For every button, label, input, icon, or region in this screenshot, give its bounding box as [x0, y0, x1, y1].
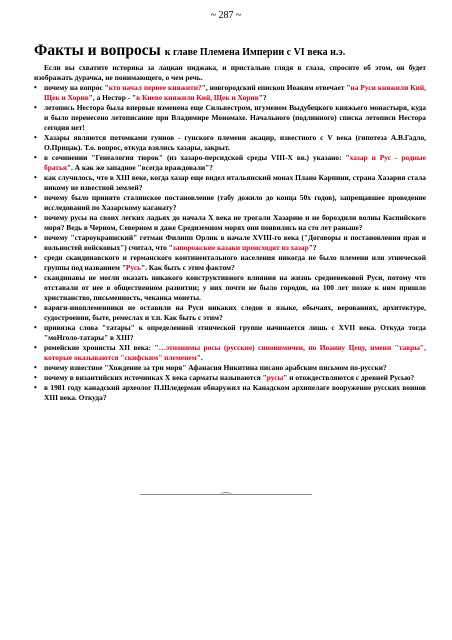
fact-text: " и отождествляются с древней Русью?: [283, 373, 415, 382]
bullet-icon: •: [34, 323, 37, 332]
fact-text: почему было принято сталинское постановление (табу дожило до конца 50х годов), запрещавшее проведение исследований по Хазарскому каганату?: [44, 193, 426, 212]
fact-item: [34, 213, 426, 233]
bullet-icon: •: [34, 363, 37, 372]
bullet-icon: •: [34, 153, 37, 162]
fact-text: ", новгородский епископ Иоаким отвечает ": [201, 83, 351, 92]
fact-item: [34, 173, 426, 193]
fact-text: как случилось, что в XIII веке, когда хазар еще видел итальянский монах Плано Карпини, страна Хазария стала никому не известной землей?: [44, 173, 426, 192]
fact-text: варяги-иноплеменники не оставили на Руси никаких следов в языке, обычаях, верованиях, архитектуре, судостроении, быте, ремеслах и т.п. Как быть с этим?: [44, 303, 426, 322]
quoted-highlight: хазар и Рус - родные братья: [44, 153, 426, 172]
fact-item: [34, 273, 426, 303]
fact-text: летопись Нестора была впервые изменена еще Сильвестром, игуменом Выдубецкого княжьего монастыря, куда и было перенесено летописание при Владимире Мономахе. Начального (подлинного) списка летописи Нестора сегодня нет!: [44, 103, 426, 132]
fact-item: [34, 83, 426, 103]
quoted-highlight: на Руси княжили Кий, Щек и Хорив: [44, 83, 426, 102]
fact-item: [34, 363, 426, 373]
fact-text: почему в византийских источниках X века сарматы называются ": [44, 373, 267, 382]
facts-list: [34, 83, 426, 403]
fact-item: [34, 133, 426, 153]
fact-text: Хазары являются потомками гуннов - гунского племени акацир, известного с V века (гипотеза А.В.Гадло, О.Прицак). Т.о. вопрос, откуда взялись хазары, закрыт.: [44, 133, 426, 152]
fact-item: [34, 323, 426, 343]
fact-item: [34, 193, 426, 213]
fact-item: [34, 153, 426, 173]
fact-text: почему русы на своих легких ладьях до начала X века не трогали Хазарию и не бороздили волны Каспийского моря? Ведь в Черном, Северном и даже Средиземном морях они появились на сто лет раньше?: [44, 213, 426, 232]
quoted-highlight: в Киеве княжили Кий, Щек и Хорив: [136, 93, 259, 102]
bullet-icon: •: [34, 273, 37, 282]
heading-title: Факты и вопросы: [34, 42, 161, 59]
bullet-icon: •: [34, 253, 37, 262]
fact-item: [34, 383, 426, 403]
fact-text: почему "староукраинский" гетман Филипп Орлик в начале XVIII-го века ("Договоры и постановления прав и вольностей войсковых") считал, что ": [44, 233, 426, 252]
bullet-icon: •: [34, 213, 37, 222]
fact-text: "?: [308, 243, 317, 252]
fact-item: [34, 303, 426, 323]
heading-subtitle: к главе Племена Империи с VI века н.э.: [164, 47, 346, 58]
bullet-icon: •: [34, 193, 37, 202]
bullet-icon: •: [34, 343, 37, 352]
intro-paragraph: Если вы схватите историка за лацкан пиджака, и пристально глядя в глаза, спросите об этом, он будет изображать дурачка, не понимающего, о чем речь.: [34, 63, 426, 82]
fact-text: скандинавы не могли оказать никакого конструктивного влияния на жизнь средневековой Руси, потому что отставали от нее в общественном развитии; у них почти не было городов, на 100 лет позже к ним пришло христианство, письменность, чеканка монеты.: [44, 273, 426, 302]
fact-text: ". Как быть с этим фактом?: [141, 263, 235, 272]
fact-item: [34, 103, 426, 133]
bullet-icon: •: [34, 303, 37, 312]
fact-item: [34, 373, 426, 383]
section-heading: [34, 42, 434, 60]
fact-text: в сочинении "Генеалогия тюрок" (из хазаро-персидской среды VIII-X вв.) указано: ": [44, 153, 350, 162]
ornamental-divider: [140, 494, 312, 495]
fact-text: почему на вопрос ": [44, 83, 109, 92]
fact-text: среди скандинавского и германского континентального населения никогда не было племени или этнической группы под названием ": [44, 253, 426, 272]
fact-text: в 1981 году канадский археолог П.Шледерман обнаружил на Канадском архипелаге вооружение русских воинов XIII века. Откуда?: [44, 383, 426, 402]
bullet-icon: •: [34, 373, 37, 382]
fact-text: ". А как же западное "всегда враждовали"?: [66, 163, 213, 172]
quoted-highlight: русы: [266, 373, 284, 382]
fact-text: ".: [196, 353, 203, 362]
bullet-icon: •: [34, 83, 37, 92]
document-body: [34, 63, 426, 403]
bullet-icon: •: [34, 383, 37, 392]
bullet-icon: •: [34, 103, 37, 112]
fact-item: [34, 253, 426, 273]
fact-text: привязка слова "татары" к определенной этнической группе начинается лишь с XVII века. Откуда тогда "моНголо-татары" в XIII?: [44, 323, 426, 342]
page-number: ~ 287 ~: [210, 10, 242, 21]
quoted-highlight: Русь: [125, 263, 142, 272]
quoted-highlight: запорожские казаки происходят из хазар: [172, 243, 309, 252]
fact-text: ", а Нестор - ": [88, 93, 137, 102]
bullet-icon: •: [34, 133, 37, 142]
fact-text: "?: [258, 93, 267, 102]
fact-item: [34, 343, 426, 363]
fact-text: ромейские хронисты XII века: ": [44, 343, 159, 352]
bullet-icon: •: [34, 233, 37, 242]
fact-text: почему известное "Хождение за три моря" Афанасия Никитина писано арабским письмом по-русски?: [44, 363, 387, 372]
bullet-icon: •: [34, 173, 37, 182]
quoted-highlight: кто начал первее княжити?: [108, 83, 202, 92]
quoted-highlight: …этнонимы росы (русские) синонимичен, по Иоанну Цецу, имени "тавры", которые оказываются "скифским" племенем: [44, 343, 426, 362]
fact-item: [34, 233, 426, 253]
